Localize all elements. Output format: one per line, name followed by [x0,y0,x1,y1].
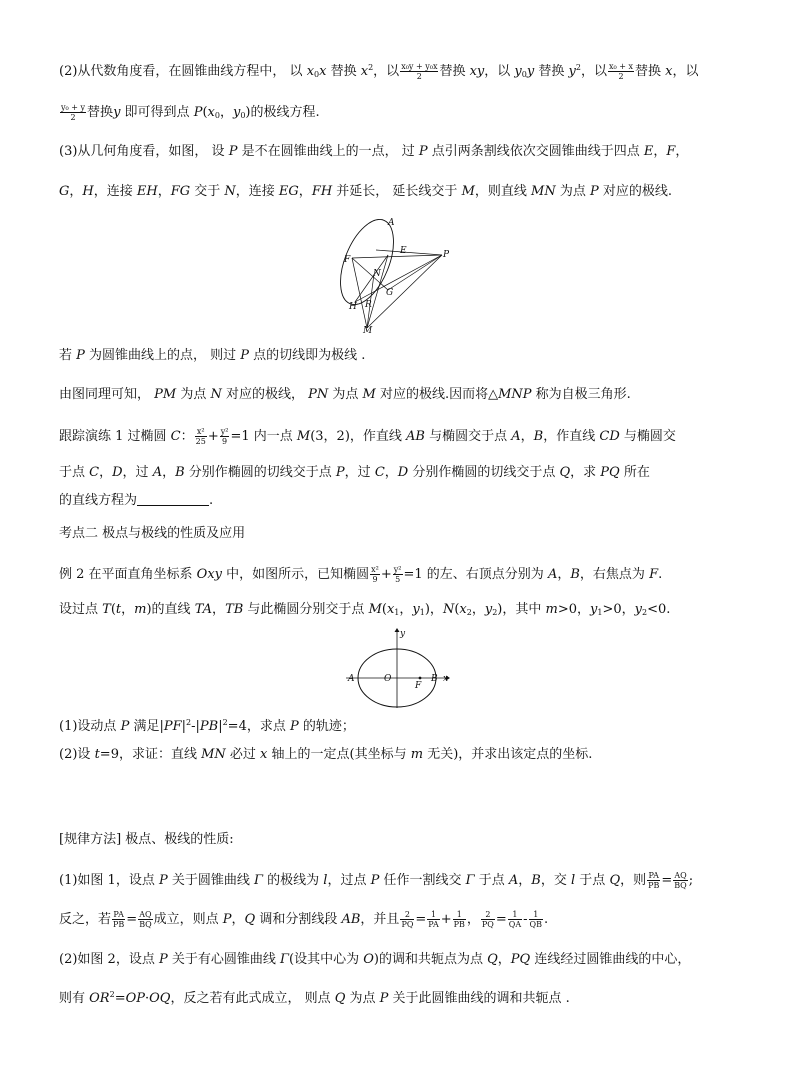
text-line: 于点 C，D，过 A，B 分别作椭圆的切线交于点 P，过 C，D 分别作椭圆的切线交于点 Q，求 PQ 所在 [59,465,650,480]
fraction: $\frac{\text{x₀ + x}}{2}$ [608,62,633,81]
label-P: P [443,250,450,260]
fraction: $\frac{\text{y²}}{9}$ [220,427,229,446]
label-B: B [431,674,438,684]
fraction: $\frac{\text{y²}}{5}$ [393,565,402,584]
secant-line [355,255,442,302]
fraction: $\frac{AQ}{BQ}$ [674,871,687,890]
text-line: (2)如图 2，设点 P 关于有心圆锥曲线 Γ(设其中心为 O)的调和共轭点为点 Q，PQ 连线经过圆锥曲线的中心， [59,952,691,967]
text-line: G，H，连接 EH，FG 交于 N，连接 EG，FH 并延长， 延长线交于 M，则直线 MN 为点 P 对应的极线. [59,184,672,199]
ellipse-axes-figure [342,626,454,710]
text-line: 例 2 在平面直角坐标系 Oxy 中，如图所示，已知椭圆 $\frac{\text{x²}}{9}$ + $\frac{\text{y²}}{5}$ =1 的左、右顶点分别为 A，B，右焦点为 F. [59,565,663,584]
label-H: H [349,302,357,312]
text-line: 反之，若 $\frac{PA}{PB}$ = $\frac{AQ}{BQ}$ 成立，则点 P，Q 调和分割线段 AB，并且 $\frac{2}{PQ}$ = $\frac{1}{PA}$ + $\frac{1}{PB}$ ， $\frac{2}{PQ}$ = $\frac{1}{QA}$ - $\frac{1}{QB}$ . [59,910,549,929]
text-line: (1)如图 1，设点 P 关于圆锥曲线 Γ 的极线为 l，过点 P 任作一割线交 Γ 于点 A，B，交 l 于点 Q，则 $\frac{PA}{PB}$ = $\frac{AQ}{BQ}$ ; [59,871,694,890]
secant-line [376,250,442,255]
secant-line [367,255,442,328]
fraction: $\frac{1}{QA}$ [508,910,522,929]
fraction: $\frac{AQ}{BQ}$ [139,910,152,929]
fraction: $\frac{1}{PA}$ [428,910,439,929]
label-F: F [415,681,422,691]
fraction: $\frac{PA}{PB}$ [113,910,125,929]
label-N: N [373,269,381,279]
text-line: 跟踪演练 1 过椭圆 C： $\frac{\text{x²}}{25}$ + $\frac{\text{y²}}{9}$ =1 内一点 M(3，2)，作直线 AB 与椭圆交于点 A，B，作直线 CD 与椭圆交 [59,427,676,446]
fraction: $\frac{\text{x²}}{9}$ [371,565,379,584]
text-line: $\frac{\text{y₀ + y}}{2}$ 替换y 即可得到点 $P(x_0$，$y_0$)的极线方程. [61,103,320,122]
label-F: F [344,255,351,265]
secant-line [352,258,367,328]
label-x: x [443,674,449,684]
fraction: $\frac{2}{PQ}$ [481,910,494,929]
secant-line [367,255,388,328]
fraction: $\frac{\text{x₀y + y₀x}}{2}$ [401,62,438,81]
fraction: $\frac{PA}{PB}$ [648,871,660,890]
label-O: O [384,674,392,684]
fraction: $\frac{1}{QB}$ [529,910,542,929]
text-line: (2)设 t=9，求证：直线 MN 必过 x 轴上的一定点(其坐标与 m 无关)，并求出该定点的坐标. [59,747,593,762]
secant-line [388,255,442,290]
fraction: $\frac{2}{PQ}$ [401,910,414,929]
answer-blank[interactable] [137,493,209,506]
polar-line-figure [330,212,460,337]
text-line: 则有 $OR^2=OP\cdot OQ$，反之若有此式成立， 则点 Q 为点 P 关于此圆锥曲线的调和共轭点 . [59,990,570,1006]
text-line: 的直线方程为 . [59,493,214,508]
secant-line [352,255,442,258]
text-line: (1)设动点 P 满足$|PF|^2-|PB|^2=4$，求点 P 的轨迹； [59,718,355,734]
text-line: (3)从几何角度看，如图， 设 P 是不在圆锥曲线上的一点， 过 P 点引两条割线依次交圆锥曲线于四点 E，F， [59,144,689,159]
label-E: E [400,246,407,256]
label-M: M [363,326,373,336]
label-A: A [388,218,395,228]
text-line: 若 P 为圆锥曲线上的点， 则过 P 点的切线即为极线 . [59,348,366,363]
focus-point [419,677,422,680]
label-G: G [386,288,394,298]
fraction: $\frac{\text{y₀ + y}}{2}$ [61,103,86,122]
label-R: R [365,300,372,310]
label-A: A [348,674,355,684]
y-axis-arrow [395,628,400,632]
fraction: $\frac{1}{PB}$ [453,910,465,929]
section-heading: [规律方法] 极点、极线的性质: [59,832,234,847]
text-line: 设过点 T(t，m)的直线 TA，TB 与此椭圆分别交于点 $M(x_1$，$y_1$)，$N(x_2$，$y_2$)，其中 m>0，$y_1>0$，$y_2<0$. [59,602,671,617]
section-heading: 考点二 极点与极线的性质及应用 [59,526,246,541]
text-line: (2)从代数角度看，在圆锥曲线方程中， 以 $x_0x$ 替换 $x^2$，以 $\frac{\text{x₀y + y₀x}}{2}$ 替换 xy，以 $y_0y$ 替换 $y^2$，以 $\frac{\text{x₀ + x}}{2}$ 替换 x，以 [59,62,699,81]
text-line: 由图同理可知， PM 为点 N 对应的极线， PN 为点 M 对应的极线.因而将△MNP 称为自极三角形. [59,387,631,402]
label-y: y [400,629,406,639]
fraction: $\frac{\text{x²}}{25}$ [195,427,206,446]
